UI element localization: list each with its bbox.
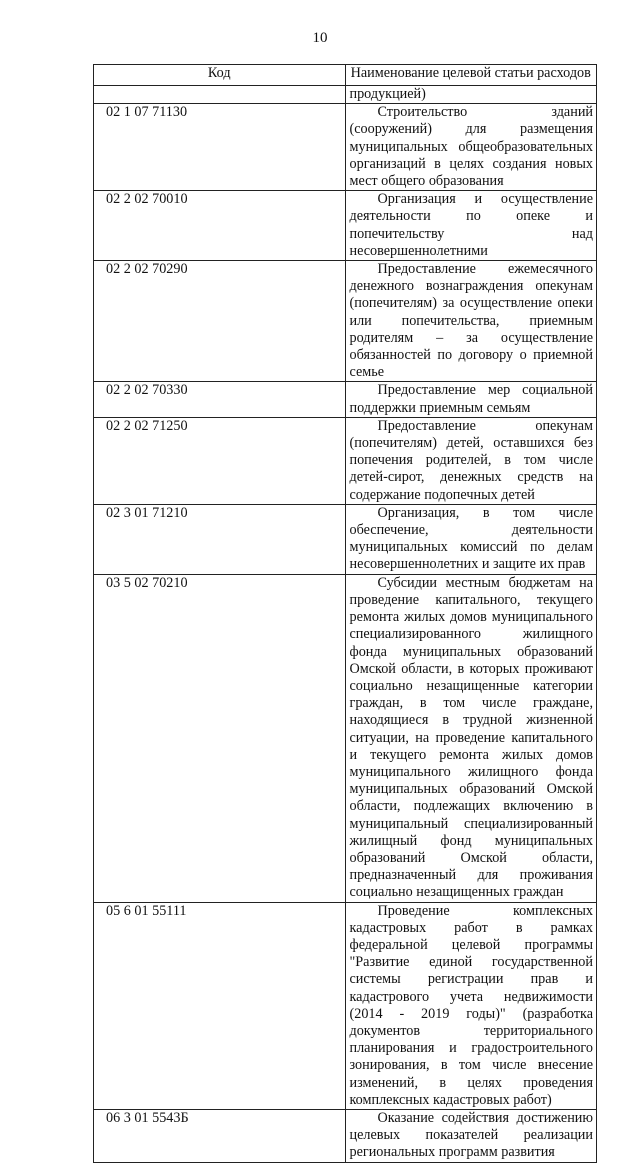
row-code: 02 1 07 71130 xyxy=(94,104,346,191)
table-row xyxy=(94,261,597,382)
row-name xyxy=(345,417,597,504)
table-row xyxy=(94,191,597,261)
row-name-text: Предоставление опекунам (попечителям) детей, оставшихся без попечения родителей, в том числе детей-сирот, денежных средств на содержание подопечных детей xyxy=(349,417,593,503)
table-row xyxy=(94,902,597,1109)
continuation-code-cell xyxy=(94,86,346,104)
budget-items-table xyxy=(93,64,597,1163)
table-row xyxy=(94,574,597,902)
row-name-text: Оказание содействия достижению целевых показателей реализации региональных программ развития xyxy=(349,1109,593,1161)
row-name-text: Организация, в том числе обеспечение, деятельности муниципальных комиссий по делам несовершеннолетних и защите их прав xyxy=(349,504,593,573)
row-name-text: Проведение комплексных кадастровых работ в рамках федеральной целевой программы "Развитие единой государственной системы регистрации прав и кадастрового учета недвижимости (2014 - 2019 годы)" (разработка документов территориального планирования и градостроительного зонирования, в том числе внесение изменений, в целях проведения комплексных кадастровых работ) xyxy=(349,902,593,1108)
row-name xyxy=(345,382,597,417)
continuation-text: продукцией) xyxy=(349,86,426,102)
row-code: 02 3 01 71210 xyxy=(94,504,346,574)
row-name xyxy=(345,574,597,902)
row-name-text: Предоставление ежемесячного денежного вознаграждения опекунам (попечителям) за осуществление опеки или попечительства, приемным родителям – за осуществление обязанностей по договору о приемной семье xyxy=(349,261,593,381)
row-name-text: Предоставление мер социальной поддержки приемным семьям xyxy=(349,382,593,416)
row-name xyxy=(345,104,597,191)
row-name xyxy=(345,191,597,261)
row-name xyxy=(345,261,597,382)
continuation-name-cell xyxy=(345,86,597,104)
row-name xyxy=(345,504,597,574)
row-name-text: Строительство зданий (сооружений) для размещения муниципальных общеобразовательных организаций в целях создания новых мест общего образования xyxy=(349,104,593,190)
table-row xyxy=(94,1109,597,1162)
table-row xyxy=(94,382,597,417)
row-code: 02 2 02 70290 xyxy=(94,261,346,382)
table-row xyxy=(94,417,597,504)
row-code: 02 2 02 70010 xyxy=(94,191,346,261)
row-name xyxy=(345,902,597,1109)
row-name xyxy=(345,1109,597,1162)
row-code: 06 3 01 5543Б xyxy=(94,1109,346,1162)
table-header-row xyxy=(94,65,597,86)
row-name-text: Субсидии местным бюджетам на проведение капитального, текущего ремонта жилых домов муниципального специализированного жилищного фонда муниципальных образований Омской области, в которых проживают социально незащищенные категории граждан, в том числе граждане, находящиеся в трудной жизненной ситуации, на проведение капитального и текущего ремонта жилых домов муниципального жилищного фонда муниципальных образований Омской области, подлежащих включению в муниципальный специализированный жилищный фонд муниципальных образований Омской области, предназначенный для проживания социально незащищенных граждан xyxy=(349,574,593,901)
row-name-text: Организация и осуществление деятельности по опеке и попечительству над несовершеннолетними xyxy=(349,191,593,259)
row-code: 02 2 02 71250 xyxy=(94,417,346,504)
table-row xyxy=(94,504,597,574)
row-code: 05 6 01 55111 xyxy=(94,902,346,1109)
header-code: Код xyxy=(94,65,346,86)
row-code: 03 5 02 70210 xyxy=(94,574,346,902)
row-code: 02 2 02 70330 xyxy=(94,382,346,417)
table-row xyxy=(94,104,597,191)
table-row-continuation xyxy=(94,86,597,104)
page-number: 10 xyxy=(312,30,328,46)
header-name: Наименование целевой статьи расходов xyxy=(345,65,597,86)
